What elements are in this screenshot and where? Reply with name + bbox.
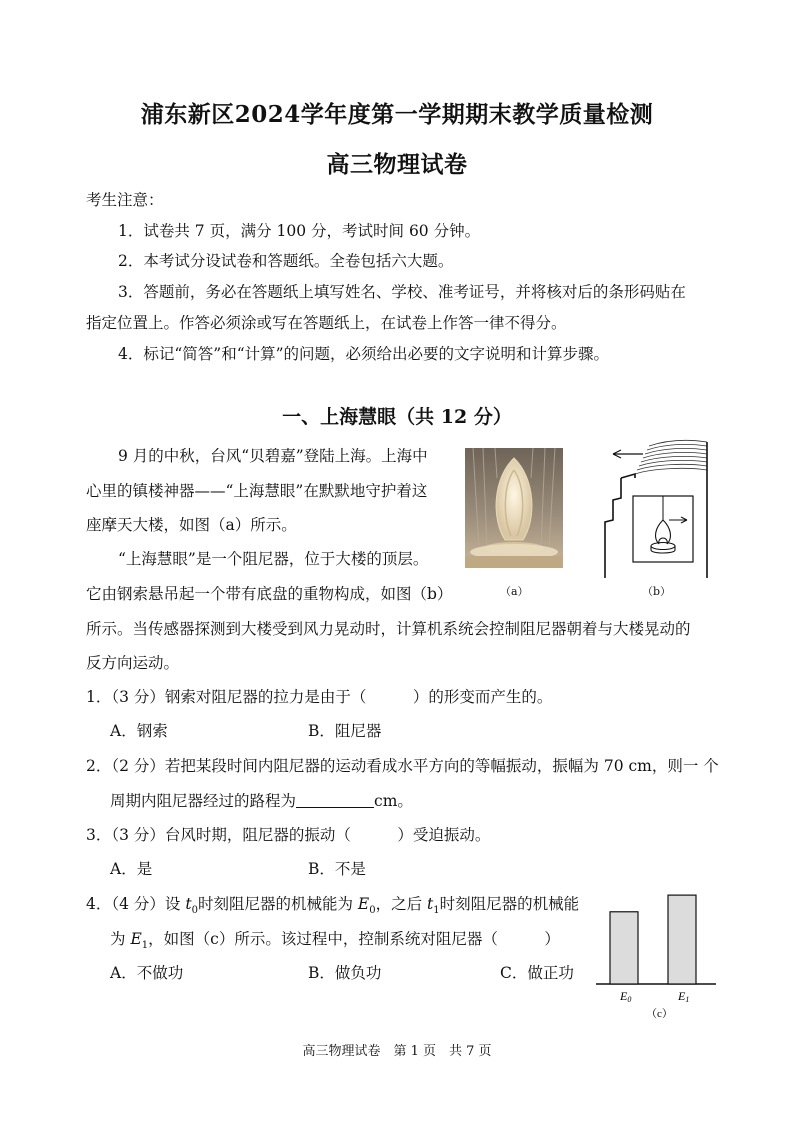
intro-line: 9 月的中秋，台风“贝碧嘉”登陆上海。上海中 [118,447,428,465]
question-4-line2: 为 $E_1$，如图（c）所示。该过程中，控制系统对阻尼器（ ） [110,930,560,952]
page-subtitle: 高三物理试卷 [326,151,468,178]
intro-line: 座摩天大楼，如图（a）所示。 [86,516,297,534]
option-c: C．做正功 [500,964,574,982]
question-2: 2．（2 分）若把某段时间内阻尼器的运动看成水平方向的等幅振动，振幅为 70 cm，则一 个 [86,757,719,775]
figure-a-label: （a） [500,585,529,598]
figure-c-label: （c） [646,1008,673,1020]
notice-item: 指定位置上。作答必须涂或写在答题纸上，在试卷上作答一律不得分。 [86,314,567,332]
figure-a-photo [465,448,563,568]
notice-item: 4．标记“简答”和“计算”的问题，必须给出必要的文字说明和计算步骤。 [118,345,610,363]
bar-e0 [610,912,638,984]
section-title: 一、上海慧眼（共 12 分） [282,406,512,428]
intro-line: 反方向运动。 [86,654,180,672]
intro-line: 它由钢索悬吊起一个带有底盘的重物构成，如图（b） [86,585,453,603]
figure-b-label: （b） [642,585,672,598]
intro-line: 心里的镇楼神器——“上海慧眼”在默默地守护着这 [86,482,428,500]
figure-b-diagram [597,438,711,578]
figure-c-chart [596,876,718,1026]
option-a: A．是 [110,860,153,878]
question-1: 1．（3 分）钢索对阻尼器的拉力是由于（ ）的形变而产生的。 [86,688,553,706]
question-4: 4．（4 分）设 $t_0$时刻阻尼器的机械能为 $E_0$，之后 $t_1$时刻阻尼器的机械能 [86,895,580,917]
option-b: B．不是 [308,860,366,878]
notice-item: 1．试卷共 7 页，满分 100 分，考试时间 60 分钟。 [118,222,481,240]
question-2-line2: 周期内阻尼器经过的路程为 cm。 [110,792,413,810]
notice-heading: 考生注意： [86,191,164,209]
page-footer: 高三物理试卷 第 1 页 共 7 页 [302,1044,492,1059]
tick-label-e1: E1 [678,989,690,1004]
intro-line: “上海慧眼”是一个阻尼器，位于大楼的顶层。 [118,550,429,568]
option-b: B．做负功 [308,964,382,982]
notice-item: 2．本考试分设试卷和答题纸。全卷包括六大题。 [118,252,454,270]
page-title: 浦东新区2024学年度第一学期期末教学质量检测 [140,101,654,128]
intro-line: 所示。当传感器探测到大楼受到风力晃动时，计算机系统会控制阻尼器朝着与大楼晃动的 [86,620,691,638]
option-a: A．不做功 [110,964,184,982]
option-a: A．钢索 [110,722,168,740]
option-b: B．阻尼器 [308,722,382,740]
answer-blank[interactable] [296,791,374,808]
tick-label-e0: E0 [620,989,632,1004]
question-3: 3．（3 分）台风时期，阻尼器的振动（ ）受迫振动。 [86,826,491,844]
bar-e1 [668,895,696,984]
notice-item: 3．答题前，务必在答题纸上填写姓名、学校、准考证号，并将核对后的条形码贴在 [118,283,686,301]
